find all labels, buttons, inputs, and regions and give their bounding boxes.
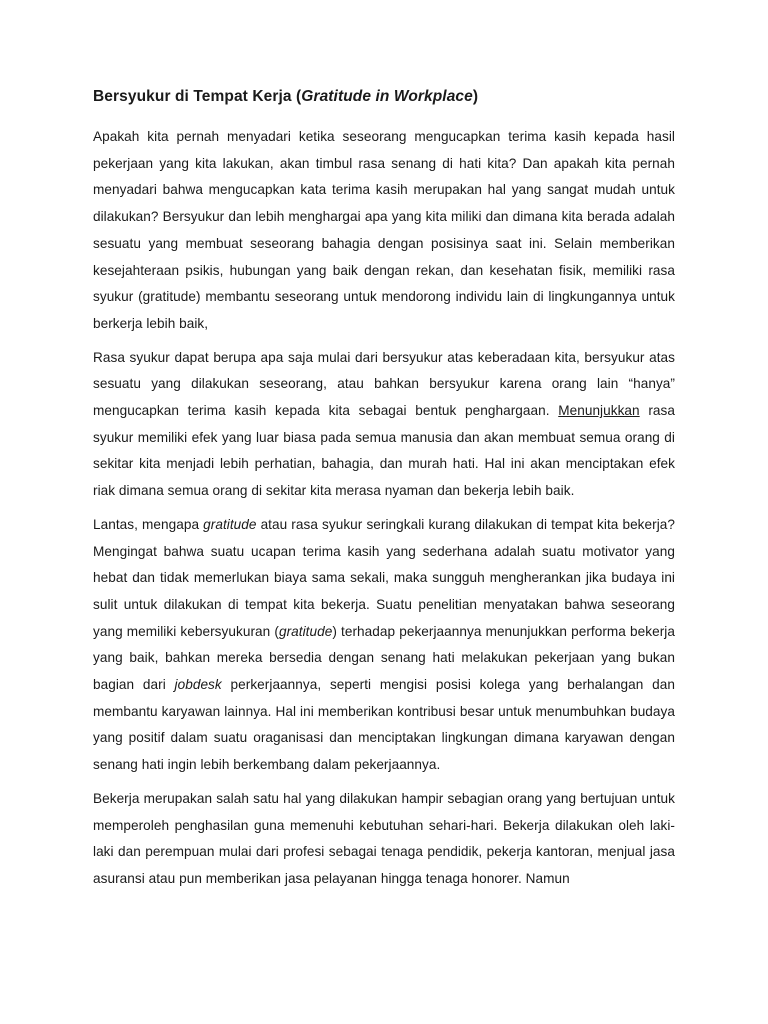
paragraph-2 [93, 345, 675, 505]
document-page [93, 86, 675, 893]
paragraph-4 [93, 786, 675, 893]
paragraph-3 [93, 512, 675, 779]
paragraph-4-text: Bekerja merupakan salah satu hal yang dilakukan hampir sebagian orang yang bertujuan untuk memperoleh penghasilan guna memenuhi kebutuhan sehari-hari. Bekerja dilakukan oleh laki-laki dan perempuan mulai dari profesi sebagai tenaga pendidik, pekerja kantoran, menjual jasa asuransi atau pun memberikan jasa pelayanan hingga tenaga honorer. Namun [93, 790, 675, 886]
paragraph-1 [93, 124, 675, 338]
title-prefix: Bersyukur di Tempat Kerja ( [93, 88, 302, 105]
title-italic: Gratitude in Workplace [301, 88, 473, 105]
italic-term-gratitude: gratitude [203, 516, 257, 532]
italic-term-jobdesk: jobdesk [174, 677, 222, 693]
paragraph-3-text-a: Lantas, mengapa [93, 516, 204, 532]
italic-term-gratitude-2: gratitude [278, 623, 333, 639]
paragraph-2-text-b: rasa syukur memiliki efek yang luar biasa pada semua manusia dan akan membuat semua orang di sekitar kita menjadi lebih perhatian, bahagia, dan murah hati. Hal ini akan menciptakan efek riak dimana semua orang di sekitar kita merasa nyaman dan bekerja lebih baik. [93, 403, 675, 499]
paragraph-2-text-a: Rasa syukur dapat berupa apa saja mulai dari bersyukur atas keberadaan kita, bersyukur atas sesuatu yang dilakukan seseorang, atau bahkan bersyukur karena orang lain “hanya” mengucapkan terima kasih kepada kita sebagai bentuk penghargaan. [93, 349, 675, 419]
paragraph-3-text-b: atau rasa syukur seringkali kurang dilakukan di tempat kita bekerja? Mengingat bahwa suatu ucapan terima kasih yang sederhana adalah suatu motivator yang hebat dan tidak memerlukan biaya sama sekali, maka sungguh mengherankan jika budaya ini sulit untuk dilakukan di tempat kita bekerja. Suatu penelitian menyatakan bahwa seseorang yang memiliki kebersyukuran ( [93, 516, 676, 639]
document-title [93, 86, 675, 108]
title-suffix: ) [472, 88, 479, 105]
paragraph-1-text: Apakah kita pernah menyadari ketika seseorang mengucapkan terima kasih kepada hasil pekerjaan yang kita lakukan, akan timbul rasa senang di hati kita? Dan apakah kita pernah menyadari bahwa mengucapkan kata terima kasih merupakan hal yang sangat mudah untuk dilakukan? Bersyukur dan lebih menghargai apa yang kita miliki dan dimana kita berada adalah sesuatu yang membuat seseorang bahagia dengan posisinya saat ini. Selain memberikan kesejahteraan psikis, hubungan yang baik dengan rekan, dan kesehatan fisik, memiliki rasa syukur (gratitude) membantu seseorang untuk mendorong individu lain di lingkungannya untuk berkerja lebih baik, [93, 129, 675, 331]
paragraph-3-text-c: ) terhadap pekerjaannya menunjukkan performa bekerja yang baik, bahkan mereka bersedia dengan senang hati melakukan pekerjaan yang bukan bagian dari [93, 623, 675, 693]
underlined-word: Menunjukkan [558, 403, 640, 419]
paragraph-3-text-d: perkerjaannya, seperti mengisi posisi kolega yang berhalangan dan membantu karyawan lainnya. Hal ini memberikan kontribusi besar untuk menumbuhkan budaya yang positif dalam suatu oraganisasi dan menciptakan lingkungan dimana karyawan dengan senang hati ingin lebih berkembang dalam pekerjaannya. [93, 677, 675, 773]
